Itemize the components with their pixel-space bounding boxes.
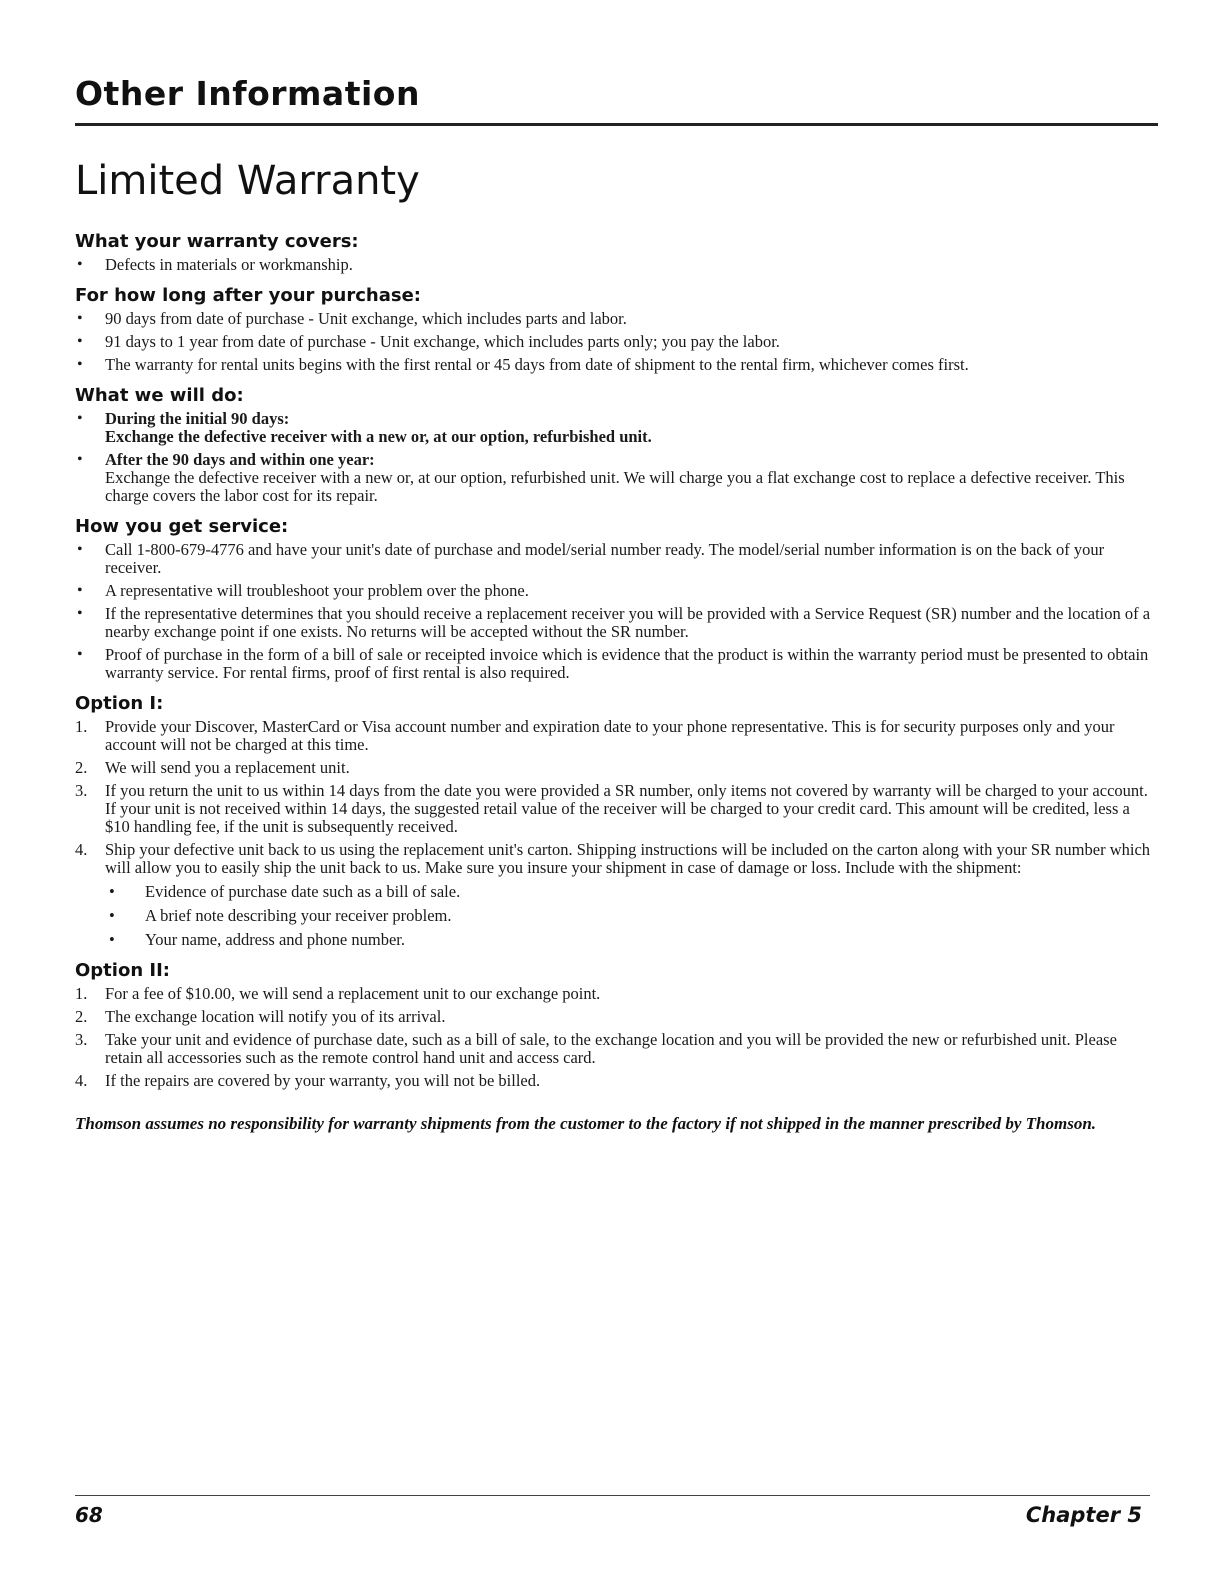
service-heading: How you get service: [75, 516, 289, 537]
will-do-item-text: Exchange the defective receiver with a new or, at our option, refurbished unit. [105, 427, 652, 446]
option-one-section [75, 692, 1155, 949]
list-item: • 91 days to 1 year from date of purchase - Unit exchange, which includes parts only; you pay the labor. [75, 333, 1155, 351]
list-item [75, 410, 1155, 446]
page-number: 68 [75, 1503, 103, 1527]
section-header-title: Other Information [75, 74, 420, 113]
how-long-list [75, 310, 1155, 374]
list-item [75, 451, 1155, 505]
list-item: 2. We will send you a replacement unit. [75, 758, 350, 777]
footer-divider [75, 1495, 1150, 1496]
list-item: • A representative will troubleshoot your problem over the phone. [75, 582, 1155, 600]
option-two-section [75, 959, 1155, 1090]
list-item: • If the representative determines that you should receive a replacement receiver you will be provided with a Service Request (SR) number and the location of a nearby exchange point if one exists. No returns will be accepted without the SR number. [75, 605, 1155, 641]
service-list [75, 541, 1155, 682]
list-item: 2. The exchange location will notify you of its arrival. [75, 1007, 446, 1026]
how-long-heading: For how long after your purchase: [75, 285, 421, 306]
will-do-item-text: Exchange the defective receiver with a new or, at our option, refurbished unit. We will charge you a flat exchange cost to replace a defective receiver. This charge covers the labor cost for its repair. [105, 468, 1125, 505]
list-item: 1. For a fee of $10.00, we will send a replacement unit to our exchange point. [75, 984, 601, 1003]
option-two-heading: Option II: [75, 960, 171, 981]
page-title: Limited Warranty [75, 158, 420, 204]
list-item: 4. Ship your defective unit back to us using the replacement unit's carton. Shipping instructions will be included on the carton along with your SR number which will allow you to easily ship the unit back to us. Make sure you insure your shipment in case of damage or loss. Include with the shipment: • Evidence of purchase date such as a bill of sale. • A brief note describing your receiver problem. • Your name, address and phone number. [75, 841, 1155, 949]
will-do-section [75, 384, 1155, 505]
list-item: • The warranty for rental units begins with the first rental or 45 days from date of shipment to the rental firm, whichever comes first. [75, 356, 1155, 374]
will-do-item-title: • During the initial 90 days: [105, 409, 290, 428]
list-item: • Defects in materials or workmanship. [75, 256, 1155, 274]
will-do-list [75, 410, 1155, 505]
covers-list [75, 256, 1155, 274]
service-section [75, 515, 1155, 682]
list-item: • Call 1-800-679-4776 and have your unit's date of purchase and model/serial number ready. The model/serial number information is on the back of your receiver. [75, 541, 1155, 577]
list-item: • Proof of purchase in the form of a bill of sale or receipted invoice which is evidence that the product is within the warranty period must be presented to obtain warranty service. For rental firms, proof of first rental is also required. [75, 646, 1155, 682]
list-item: • A brief note describing your receiver problem. [105, 907, 1155, 925]
covers-heading: What your warranty covers: [75, 231, 359, 252]
list-item: 3. Take your unit and evidence of purchase date, such as a bill of sale, to the exchange location and you will be provided the new or refurbished unit. Please retain all accessories such as the remote control hand unit and access card. [75, 1030, 1117, 1067]
header-divider [75, 123, 1158, 126]
option-one-list [75, 718, 1155, 949]
chapter-label: Chapter 5 [1025, 1503, 1142, 1527]
list-item: • Evidence of purchase date such as a bill of sale. [105, 883, 1155, 901]
list-item: • Your name, address and phone number. [105, 931, 1155, 949]
disclaimer-text: Thomson assumes no responsibility for warranty shipments from the customer to the factory if not shipped in the manner prescribed by Thomson. [75, 1114, 1097, 1133]
how-long-section [75, 284, 1155, 374]
list-item: 1. Provide your Discover, MasterCard or Visa account number and expiration date to your phone representative. This is for security purposes only and your account will not be charged at this time. [75, 717, 1115, 754]
list-item: 4. If the repairs are covered by your warranty, you will not be billed. [75, 1071, 541, 1090]
covers-section [75, 230, 1155, 274]
list-item: • 90 days from date of purchase - Unit exchange, which includes parts and labor. [75, 310, 1155, 328]
will-do-heading: What we will do: [75, 385, 244, 406]
option-two-list [75, 985, 1155, 1090]
warranty-content [75, 230, 1155, 1133]
list-item: 3. If you return the unit to us within 14 days from the date you were provided a SR number, only items not covered by warranty will be charged to your account. If your unit is not received within 14 days, the suggested retail value of the receiver will be charged to your credit card. This amount will be credited, less a $10 handling fee, if the unit is subsequently received. [75, 781, 1148, 836]
option-one-heading: Option I: [75, 693, 164, 714]
shipment-contents-list [105, 883, 1155, 949]
will-do-item-title: • After the 90 days and within one year: [105, 450, 375, 469]
